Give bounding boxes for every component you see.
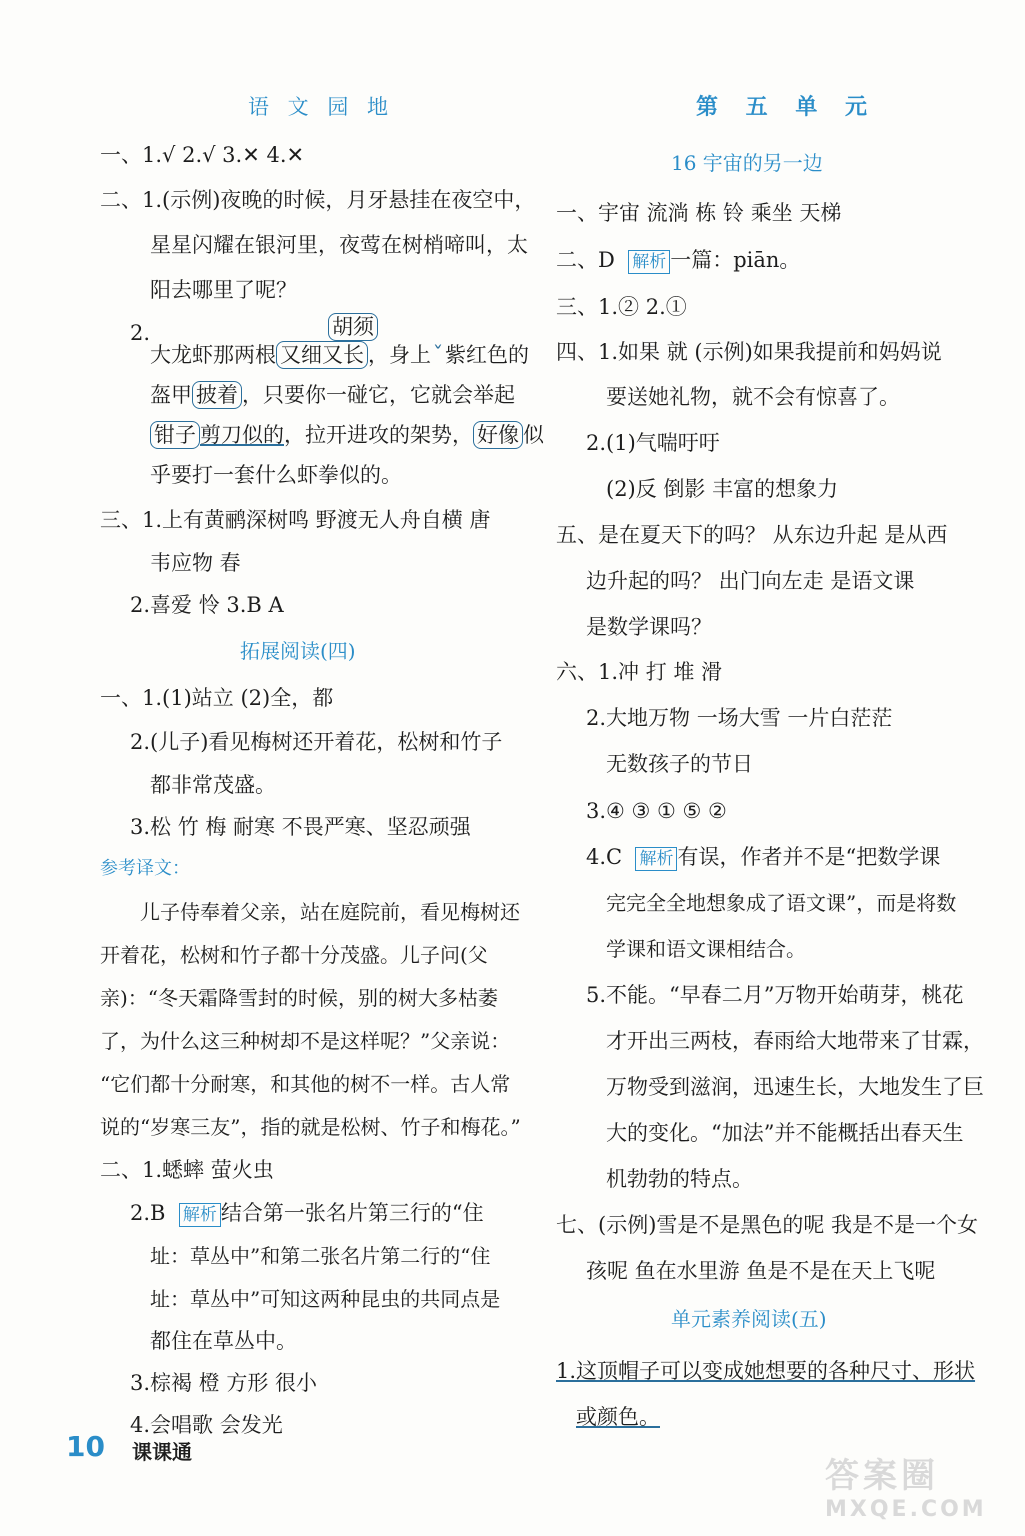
answer-line: 无数孩子的节日 bbox=[606, 752, 753, 776]
answer-line: 三、1.② 2.① bbox=[556, 295, 687, 319]
text-span: ，只要你一碰它，它就会举起 bbox=[242, 383, 515, 407]
circled-phrase: 披着 bbox=[192, 381, 242, 409]
annotated-word-box: 胡须 bbox=[328, 313, 378, 341]
answer-line: 都住在草丛中。 bbox=[150, 1329, 297, 1353]
section-heading-danyuan: 单元素养阅读(五) bbox=[671, 1307, 827, 1331]
answer-line: 要送她礼物，就不会有惊喜了。 bbox=[606, 385, 900, 409]
annotation-word bbox=[328, 312, 378, 342]
translation-line: 了，为什么这三种树却不是这样呢？”父亲说： bbox=[100, 1029, 511, 1053]
text-span: 似 bbox=[523, 423, 544, 447]
answer-line: (2)反 倒影 丰富的想象力 bbox=[606, 477, 839, 501]
text-span: 大龙虾那两根 bbox=[150, 343, 276, 367]
watermark-logo-icon: 答案圈 bbox=[825, 1456, 939, 1496]
circled-phrase: 好像 bbox=[473, 421, 523, 449]
watermark-url: MXQE.COM bbox=[825, 1497, 987, 1522]
edited-sentence-line bbox=[150, 380, 515, 410]
text-span: 二、D bbox=[556, 248, 615, 272]
text-span: ，拉开进攻的架势， bbox=[284, 423, 473, 447]
analysis-tag: 解析 bbox=[179, 1203, 221, 1227]
answer-line: 学课和语文课相结合。 bbox=[606, 937, 806, 961]
unit-title: 第 五 单 元 bbox=[696, 94, 877, 120]
brand-name: 课课通 bbox=[132, 1440, 192, 1464]
answer-line: 孩呢 鱼在水里游 鱼是不是在天上飞呢 bbox=[586, 1259, 936, 1283]
translation-line: “它们都十分耐寒，和其他的树不一样。古人常 bbox=[100, 1072, 511, 1096]
answer-line: 2. bbox=[130, 321, 151, 345]
answer-line: 一、1.√ 2.√ 3.✕ 4.✕ bbox=[100, 143, 305, 167]
insert-mark-icon: ˇ bbox=[432, 343, 444, 367]
answer-line: 大的变化。“加法”并不能概括出春天生 bbox=[606, 1121, 964, 1145]
page-number: 10 bbox=[66, 1430, 105, 1463]
text-span: 4.C bbox=[586, 845, 623, 869]
answer-line: 边升起的吗？ 出门向左走 是语文课 bbox=[586, 569, 915, 593]
text-span: ，身上 bbox=[368, 343, 431, 367]
answer-line: 5.不能。“早春二月”万物开始萌芽，桃花 bbox=[586, 983, 964, 1007]
answer-line bbox=[130, 1198, 484, 1228]
answer-line: 2.喜爱 怜 3.B A bbox=[130, 593, 284, 617]
answer-line: 是数学课吗？ bbox=[586, 615, 712, 639]
section-heading-tuozhan: 拓展阅读(四) bbox=[240, 639, 356, 663]
circled-phrase: 又细又长 bbox=[276, 341, 368, 369]
edited-sentence-line bbox=[150, 340, 529, 370]
answer-line: 一、宇宙 流淌 栋 铃 乘坐 天梯 bbox=[556, 201, 842, 225]
section-heading-yuwen-yuandi: 语 文 园 地 bbox=[248, 95, 395, 119]
watermark-logo bbox=[825, 1448, 1005, 1522]
answer-line: 二、1.(示例)夜晚的时候，月牙悬挂在夜空中， bbox=[100, 188, 536, 212]
text-span: 一篇：piān。 bbox=[670, 248, 801, 272]
answer-line bbox=[556, 245, 800, 275]
answer-line: 三、1.上有黄鹂深树鸣 野渡无人舟自横 唐 bbox=[100, 508, 491, 532]
translation-line: 儿子侍奉着父亲，站在庭院前，看见梅树还 bbox=[140, 900, 520, 924]
translation-line: 亲)：“冬天霜降雪封的时候，别的树大多枯萎 bbox=[100, 986, 499, 1010]
translation-line: 开着花，松树和竹子都十分茂盛。儿子问(父 bbox=[100, 943, 488, 967]
answer-line: 阳去哪里了呢？ bbox=[150, 278, 297, 302]
text-span: 2.B bbox=[130, 1201, 166, 1225]
answer-line: 乎要打一套什么虾拳似的。 bbox=[150, 463, 402, 487]
answer-line: 3.④ ③ ① ⑤ ② bbox=[586, 799, 727, 823]
answer-line: 一、1.(1)站立 (2)全，都 bbox=[100, 686, 334, 710]
answer-line: 或颜色。 bbox=[576, 1405, 660, 1429]
answer-line: 五、是在夏天下的吗？ 从东边升起 是从西 bbox=[556, 523, 948, 547]
text-span: 有误，作者并不是“把数学课 bbox=[677, 845, 941, 869]
answer-line bbox=[586, 842, 940, 872]
answer-line: 址：草丛中”可知这两种昆虫的共同点是 bbox=[150, 1287, 501, 1311]
answer-line: 2.大地万物 一场大雪 一片白茫茫 bbox=[586, 706, 893, 730]
answer-line: 韦应物 春 bbox=[150, 551, 241, 575]
text-span: 盔甲 bbox=[150, 383, 192, 407]
answer-line: 2.(儿子)看见梅树还开着花，松树和竹子 bbox=[130, 730, 503, 754]
answer-line: 都非常茂盛。 bbox=[150, 773, 276, 797]
answer-line: 2.(1)气喘吁吁 bbox=[586, 431, 720, 455]
answer-line: 二、1.蟋蟀 萤火虫 bbox=[100, 1158, 274, 1182]
answer-line: 4.会唱歌 会发光 bbox=[130, 1413, 283, 1437]
answer-line: 1.这顶帽子可以变成她想要的各种尺寸、形状 bbox=[556, 1359, 976, 1383]
answer-line: 3.松 竹 梅 耐寒 不畏严寒、坚忍顽强 bbox=[130, 815, 471, 839]
translation-line: 说的“岁寒三友”，指的就是松树、竹子和梅花。” bbox=[100, 1115, 521, 1139]
reference-translation-label: 参考译文： bbox=[100, 858, 190, 879]
answer-line: 六、1.冲 打 堆 滑 bbox=[556, 660, 723, 684]
answer-line: 机勃勃的特点。 bbox=[606, 1167, 753, 1191]
edited-sentence-line bbox=[150, 420, 544, 450]
answer-line: 四、1.如果 就 (示例)如果我提前和妈妈说 bbox=[556, 340, 942, 364]
circled-phrase: 钳子 bbox=[150, 421, 200, 449]
answer-line: 完完全全地想象成了语文课”，而是将数 bbox=[606, 891, 957, 915]
text-span: 结合第一张名片第三行的“住 bbox=[220, 1201, 484, 1225]
answer-line: 七、(示例)雪是不是黑色的呢 我是不是一个女 bbox=[556, 1213, 979, 1237]
answer-line: 万物受到滋润，迅速生长，大地发生了巨 bbox=[606, 1075, 984, 1099]
lesson-title: 16 宇宙的另一边 bbox=[671, 151, 823, 175]
answer-line: 3.棕褐 橙 方形 很小 bbox=[130, 1371, 318, 1395]
analysis-tag: 解析 bbox=[628, 250, 670, 274]
answer-line: 才开出三两枝，春雨给大地带来了甘霖， bbox=[606, 1029, 984, 1053]
answer-line: 址：草丛中”和第二张名片第二行的“住 bbox=[150, 1244, 491, 1268]
answer-line: 星星闪耀在银河里，夜莺在树梢啼叫，太 bbox=[150, 233, 528, 257]
analysis-tag: 解析 bbox=[635, 847, 677, 871]
text-span: 紫红色的 bbox=[445, 343, 529, 367]
underlined-phrase: 剪刀似的 bbox=[200, 423, 284, 447]
